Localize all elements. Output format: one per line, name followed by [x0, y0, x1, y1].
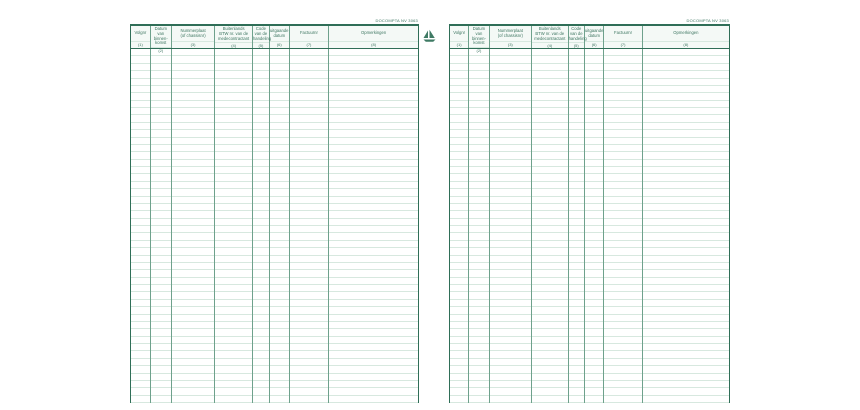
ledger-row — [131, 49, 418, 56]
header-cell-1 — [131, 26, 151, 48]
ledger-row — [131, 226, 418, 233]
header-cell-4 — [215, 26, 253, 48]
ledger-row — [131, 56, 418, 63]
header-cell-3 — [172, 26, 216, 48]
ledger-row — [131, 351, 418, 358]
ledger-row — [131, 374, 418, 381]
ledger-row — [131, 174, 418, 181]
column-label: Nummerplaat (of chassisnr) — [497, 27, 523, 38]
ledger-row — [450, 233, 729, 240]
ledger-row — [450, 145, 729, 152]
ledger-row — [450, 115, 729, 122]
header-cell-3 — [490, 26, 532, 48]
ledger-row — [131, 152, 418, 159]
ledger-row — [131, 256, 418, 263]
ledger-header-row — [131, 26, 418, 54]
ledger-row — [131, 344, 418, 351]
header-cell-7 — [604, 26, 643, 48]
ledger-row — [450, 374, 729, 381]
ledger-row — [450, 211, 729, 218]
column-label: uitgaande datum — [585, 27, 604, 38]
ledger-row — [450, 241, 729, 248]
ledger-row — [131, 197, 418, 204]
ledger-row — [131, 270, 418, 277]
column-number: (1) — [131, 41, 150, 48]
ledger-row — [131, 285, 418, 292]
ledger-row — [450, 292, 729, 299]
column-number: (2) — [469, 47, 488, 54]
ledger-row — [450, 56, 729, 63]
column-label: Factuurnr — [299, 30, 318, 36]
ledger-row — [450, 197, 729, 204]
ledger-row — [450, 160, 729, 167]
ledger-row — [450, 167, 729, 174]
ledger-row — [450, 64, 729, 71]
ledger-row — [450, 388, 729, 395]
ledger-grid — [450, 49, 729, 403]
ledger-page-right — [449, 18, 730, 403]
ledger-row — [131, 388, 418, 395]
header-cell-5 — [253, 26, 270, 48]
column-label: Volgnr — [134, 30, 147, 36]
column-number: (1) — [450, 41, 468, 48]
ledger-row — [131, 71, 418, 78]
column-label: Code van de handeling — [568, 26, 587, 41]
ledger-row — [131, 64, 418, 71]
ledger-row — [450, 138, 729, 145]
ledger-row — [450, 174, 729, 181]
ledger-row — [131, 396, 418, 403]
ledger-row — [131, 189, 418, 196]
column-label: Code van de handeling — [252, 26, 272, 41]
header-cell-7 — [290, 26, 330, 48]
ledger-row — [131, 233, 418, 240]
ledger-row — [131, 278, 418, 285]
header-cell-8 — [643, 26, 729, 48]
ledger-row — [131, 329, 418, 336]
ledger-row — [450, 263, 729, 270]
column-label: Nummerplaat (of chassisnr) — [180, 27, 206, 38]
header-cell-2 — [151, 26, 172, 54]
column-number: (4) — [532, 42, 568, 49]
ledger-row — [450, 71, 729, 78]
header-cell-1 — [450, 26, 469, 48]
column-label: Buitenlands BTW nr. van de medecontractant — [218, 26, 250, 41]
header-cell-6 — [270, 26, 290, 48]
ledger-row — [450, 329, 729, 336]
ledger-row — [450, 130, 729, 137]
ledger-row — [450, 351, 729, 358]
ledger-header-row — [450, 26, 729, 54]
ledger-row — [131, 315, 418, 322]
ledger-row — [131, 160, 418, 167]
header-cell-8 — [329, 26, 418, 48]
ledger-row — [450, 108, 729, 115]
ledger-row — [131, 182, 418, 189]
ledger-row — [450, 359, 729, 366]
ledger-row — [131, 204, 418, 211]
ledger-row — [450, 49, 729, 56]
header-cell-2 — [469, 26, 489, 54]
column-number: (6) — [585, 41, 603, 48]
ledger-row — [131, 307, 418, 314]
column-label: Opmerkingen — [673, 30, 699, 36]
ledger-row — [131, 322, 418, 329]
ledger-row — [450, 300, 729, 307]
boat-logo-icon — [422, 29, 437, 44]
ledger-row — [450, 381, 729, 388]
ledger-row — [131, 79, 418, 86]
column-number: (5) — [569, 42, 584, 49]
ledger-row — [131, 167, 418, 174]
ledger-row — [450, 322, 729, 329]
column-label: uitgaande datum — [270, 27, 289, 38]
ledger-row — [131, 241, 418, 248]
ledger-row — [131, 263, 418, 270]
ledger-row — [450, 189, 729, 196]
ledger-row — [450, 219, 729, 226]
form-ref-text: DOCOMPTA NV 3063 — [686, 18, 729, 23]
ledger-row — [131, 381, 418, 388]
ledger-row — [131, 292, 418, 299]
column-label: Datum van binnen- komst — [153, 26, 168, 46]
ledger-row — [131, 123, 418, 130]
column-number: (6) — [270, 41, 289, 48]
ledger-grid — [131, 49, 418, 403]
ledger-row — [131, 359, 418, 366]
ledger-row — [450, 270, 729, 277]
ledger-row — [450, 86, 729, 93]
ledger-row — [131, 86, 418, 93]
form-ref-text: DOCOMPTA NV 3063 — [375, 18, 418, 23]
ledger-row — [131, 219, 418, 226]
column-number: (5) — [253, 42, 269, 49]
column-number: (7) — [604, 41, 642, 48]
column-label: Volgnr — [453, 30, 466, 36]
ledger-row — [450, 278, 729, 285]
ledger-row — [450, 248, 729, 255]
ledger-row — [131, 211, 418, 218]
ledger-row — [450, 182, 729, 189]
ledger-row — [450, 344, 729, 351]
column-number: (3) — [172, 41, 215, 48]
ledger-row — [450, 226, 729, 233]
column-number: (8) — [329, 41, 418, 48]
ledger-row — [131, 130, 418, 137]
column-number: (8) — [643, 41, 729, 48]
ledger-row — [131, 115, 418, 122]
ledger-row — [450, 204, 729, 211]
ledger-row — [131, 93, 418, 100]
ledger-row — [131, 101, 418, 108]
ledger-row — [450, 396, 729, 403]
header-cell-5 — [569, 26, 585, 48]
ledger-row — [450, 123, 729, 130]
ledger-row — [131, 300, 418, 307]
ledger-row — [131, 108, 418, 115]
header-cell-6 — [585, 26, 604, 48]
column-number: (4) — [215, 42, 252, 49]
ledger-row — [450, 315, 729, 322]
ledger-row — [131, 366, 418, 373]
ledger-page-left — [130, 18, 419, 403]
ledger-row — [450, 256, 729, 263]
ledger-row — [131, 248, 418, 255]
ledger-row — [450, 79, 729, 86]
column-label: Factuurnr — [614, 30, 632, 36]
column-label: Buitenlands BTW nr. van de medecontractant — [534, 26, 566, 41]
column-number: (7) — [290, 41, 329, 48]
ledger-row — [450, 285, 729, 292]
column-label: Opmerkingen — [361, 30, 387, 36]
ledger-row — [450, 101, 729, 108]
boat-logo-icon — [422, 29, 437, 44]
ledger-row — [450, 366, 729, 373]
ledger-row — [450, 152, 729, 159]
column-number: (2) — [151, 47, 171, 54]
ledger-row — [131, 337, 418, 344]
ledger-row — [450, 307, 729, 314]
header-cell-4 — [532, 26, 569, 48]
ledger-row — [450, 337, 729, 344]
column-number: (3) — [490, 41, 531, 48]
ledger-row — [450, 93, 729, 100]
ledger-row — [131, 138, 418, 145]
ledger-row — [131, 145, 418, 152]
column-label: Datum van binnen- komst — [471, 26, 486, 46]
